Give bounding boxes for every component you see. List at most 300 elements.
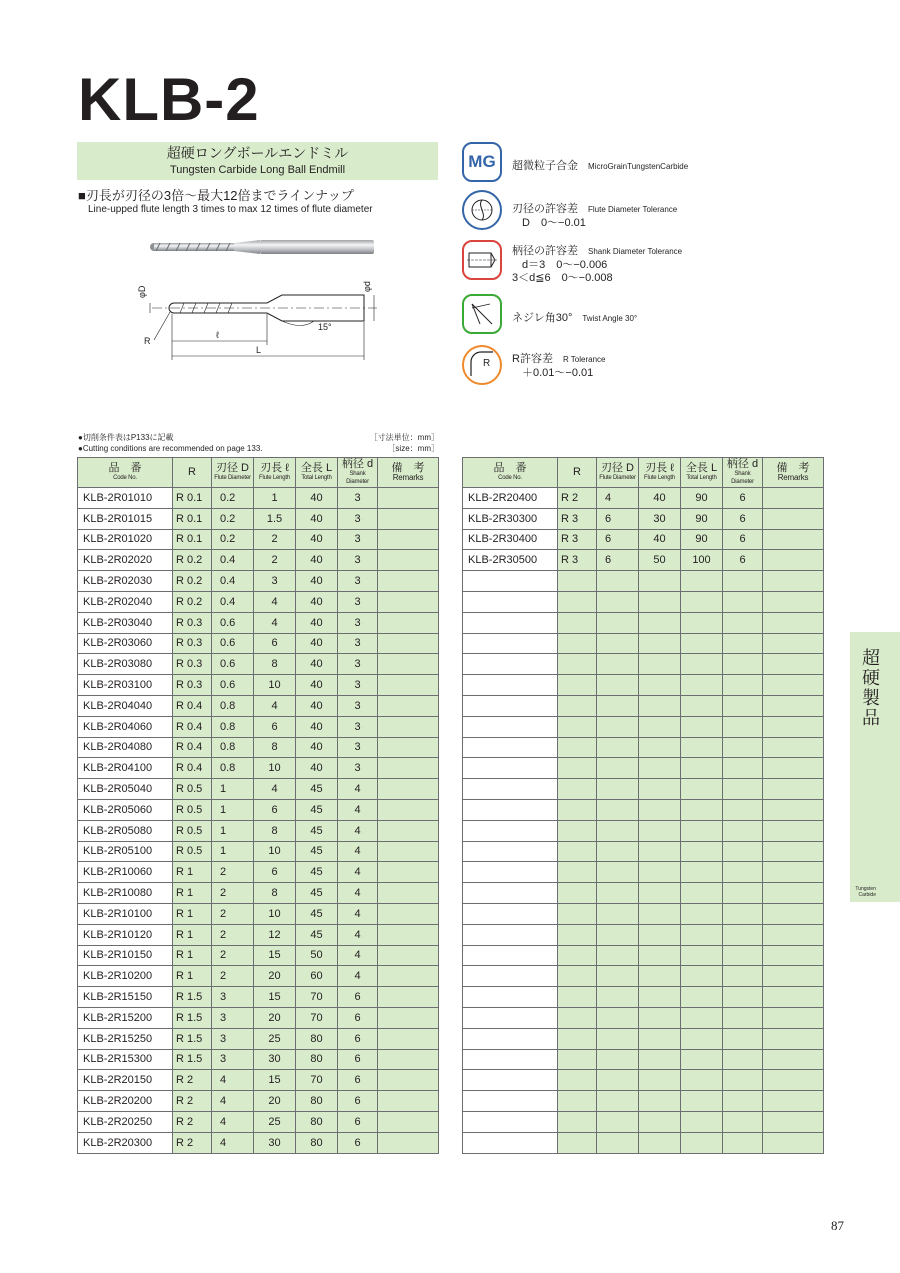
- cell-d: 1: [212, 820, 254, 841]
- table-notes: [78, 432, 439, 454]
- cell-tl: [681, 675, 723, 696]
- cell-rm: [763, 633, 824, 654]
- cell-tl: 40: [296, 591, 338, 612]
- cell-d: 0.8: [212, 737, 254, 758]
- cell-rm: [378, 695, 439, 716]
- cell-d: 0.2: [212, 488, 254, 509]
- cell-rm: [378, 862, 439, 883]
- endmill-drawing: [132, 268, 382, 368]
- col-flute-len-en: Flute Length: [259, 475, 290, 481]
- shank-diameter-icon: [462, 240, 502, 280]
- cell-l: 15: [254, 945, 296, 966]
- col-flute-dia-jp: 刃径 D: [601, 462, 634, 474]
- cell-rm: [378, 737, 439, 758]
- cell-sd: [723, 612, 763, 633]
- cell-d: [597, 1028, 639, 1049]
- cell-l: [639, 883, 681, 904]
- shank-tol-jp: 柄径の許容差: [512, 245, 578, 257]
- cell-r: [558, 883, 597, 904]
- cell-rm: [378, 1049, 439, 1070]
- cell-l: 30: [639, 508, 681, 529]
- cell-rm: [378, 571, 439, 592]
- table-row: [78, 758, 439, 779]
- cell-tl: 40: [296, 488, 338, 509]
- cell-l: [639, 779, 681, 800]
- cell-d: [597, 862, 639, 883]
- cell-d: 4: [212, 1132, 254, 1153]
- cell-tl: 45: [296, 883, 338, 904]
- cell-rm: [763, 924, 824, 945]
- cell-tl: 45: [296, 799, 338, 820]
- col-shank: [338, 458, 378, 488]
- cell-rm: [763, 966, 824, 987]
- cell-rm: [378, 779, 439, 800]
- cell-d: 3: [212, 987, 254, 1008]
- cell-l: 8: [254, 737, 296, 758]
- cell-d: [597, 716, 639, 737]
- cell-tl: [681, 1028, 723, 1049]
- table-row: [78, 1049, 439, 1070]
- table-row: [463, 654, 824, 675]
- col-total-len: [681, 458, 723, 488]
- col-code-jp: 品 番: [493, 462, 527, 474]
- cell-code: [463, 841, 558, 862]
- cell-sd: [723, 675, 763, 696]
- banner-jp: 超硬ロングボールエンドミル: [166, 145, 349, 161]
- col-shank-jp: 柄径 d: [726, 458, 759, 470]
- twist-angle-glyph: [468, 300, 496, 328]
- cell-code: [463, 654, 558, 675]
- cell-l: [639, 945, 681, 966]
- cell-l: 50: [639, 550, 681, 571]
- cell-l: [639, 675, 681, 696]
- cell-d: [597, 654, 639, 675]
- cell-code: [463, 591, 558, 612]
- cell-d: 6: [597, 508, 639, 529]
- cell-tl: 70: [296, 1070, 338, 1091]
- cell-rm: [763, 612, 824, 633]
- cell-l: [639, 820, 681, 841]
- cell-code: KLB-2R04100: [78, 758, 173, 779]
- cell-d: 4: [212, 1070, 254, 1091]
- cell-r: [558, 612, 597, 633]
- table-row: [463, 758, 824, 779]
- cell-code: [463, 737, 558, 758]
- cell-code: [463, 571, 558, 592]
- cell-code: KLB-2R15150: [78, 987, 173, 1008]
- table-row: [78, 716, 439, 737]
- cell-d: [597, 1091, 639, 1112]
- cell-d: 0.6: [212, 654, 254, 675]
- cell-code: KLB-2R10120: [78, 924, 173, 945]
- cell-d: 1: [212, 799, 254, 820]
- cell-code: [463, 883, 558, 904]
- cell-r: [558, 716, 597, 737]
- category-side-tab: [850, 632, 900, 902]
- cell-sd: 3: [338, 758, 378, 779]
- cell-rm: [763, 945, 824, 966]
- table-row: [463, 820, 824, 841]
- cell-l: 6: [254, 862, 296, 883]
- table-row: [78, 779, 439, 800]
- cell-code: [463, 924, 558, 945]
- table-row: [463, 1028, 824, 1049]
- page-number: 87: [831, 1218, 844, 1233]
- cell-d: 0.6: [212, 633, 254, 654]
- cell-tl: 90: [681, 488, 723, 509]
- table-row: [78, 591, 439, 612]
- cell-code: [463, 675, 558, 696]
- cell-code: [463, 903, 558, 924]
- cell-l: [639, 1132, 681, 1153]
- cell-code: [463, 1132, 558, 1153]
- cell-l: [639, 1007, 681, 1028]
- flute-diameter-glyph: [469, 197, 495, 223]
- cell-sd: [723, 654, 763, 675]
- cell-r: [558, 1091, 597, 1112]
- cell-rm: [763, 571, 824, 592]
- cell-r: R 0.5: [173, 799, 212, 820]
- cell-rm: [378, 529, 439, 550]
- r-tol-jp: R許容差: [512, 353, 553, 365]
- cell-tl: 45: [296, 841, 338, 862]
- cell-sd: 6: [338, 1049, 378, 1070]
- label-R: R: [144, 336, 151, 346]
- cell-r: R 1: [173, 903, 212, 924]
- cell-rm: [763, 654, 824, 675]
- photo-neck: [234, 240, 260, 254]
- cell-tl: 40: [296, 529, 338, 550]
- cell-r: [558, 903, 597, 924]
- r-tol-en: R Tolerance: [562, 355, 606, 364]
- cell-sd: 3: [338, 508, 378, 529]
- twist-en: Twist Angle 30°: [582, 314, 638, 323]
- table-row: [78, 1091, 439, 1112]
- table-header: [78, 458, 439, 488]
- cell-tl: 80: [296, 1091, 338, 1112]
- cell-code: KLB-2R01015: [78, 508, 173, 529]
- cell-d: [597, 820, 639, 841]
- cell-tl: [681, 633, 723, 654]
- cell-sd: 4: [338, 945, 378, 966]
- cell-tl: [681, 779, 723, 800]
- cell-l: [639, 862, 681, 883]
- cell-l: 20: [254, 966, 296, 987]
- cell-rm: [763, 779, 824, 800]
- cell-d: 1: [212, 841, 254, 862]
- cell-sd: 4: [338, 779, 378, 800]
- cell-code: KLB-2R01020: [78, 529, 173, 550]
- cell-sd: 4: [338, 820, 378, 841]
- table-row: [78, 633, 439, 654]
- table-row: [463, 716, 824, 737]
- cell-l: 25: [254, 1111, 296, 1132]
- cell-code: [463, 1049, 558, 1070]
- cell-r: [558, 841, 597, 862]
- cell-sd: [723, 695, 763, 716]
- shank-tol-value-2: 3＜d≦6 0〜−0.008: [512, 272, 613, 284]
- cell-l: 6: [254, 633, 296, 654]
- cell-rm: [763, 799, 824, 820]
- table-row: [78, 675, 439, 696]
- col-total-len-jp: 全長 L: [300, 462, 333, 474]
- cell-sd: [723, 820, 763, 841]
- cell-l: [639, 716, 681, 737]
- col-remarks-en: Remarks: [392, 473, 424, 482]
- cell-l: [639, 966, 681, 987]
- cell-d: 2: [212, 966, 254, 987]
- cell-rm: [763, 883, 824, 904]
- table-row: [78, 1132, 439, 1153]
- cell-r: R 1.5: [173, 987, 212, 1008]
- table-body-left: [78, 488, 439, 1154]
- cell-l: [639, 1070, 681, 1091]
- cell-tl: [681, 903, 723, 924]
- cell-sd: 6: [723, 529, 763, 550]
- table-row: [463, 966, 824, 987]
- cell-d: 0.4: [212, 591, 254, 612]
- cell-l: [639, 799, 681, 820]
- cell-code: [463, 799, 558, 820]
- table-row: [463, 571, 824, 592]
- cell-r: R 0.3: [173, 633, 212, 654]
- cell-d: 3: [212, 1028, 254, 1049]
- cell-tl: [681, 1091, 723, 1112]
- cell-r: [558, 1070, 597, 1091]
- cell-sd: 6: [723, 488, 763, 509]
- cell-r: R 0.2: [173, 550, 212, 571]
- cell-tl: [681, 945, 723, 966]
- cell-sd: [723, 1070, 763, 1091]
- table-row: [463, 1132, 824, 1153]
- cell-d: 0.6: [212, 675, 254, 696]
- label-L: L: [256, 345, 262, 355]
- cell-rm: [378, 716, 439, 737]
- cell-code: KLB-2R03040: [78, 612, 173, 633]
- cell-d: 0.2: [212, 529, 254, 550]
- table-row: [463, 633, 824, 654]
- cell-tl: 40: [296, 737, 338, 758]
- cell-tl: 40: [296, 633, 338, 654]
- cell-tl: 50: [296, 945, 338, 966]
- cell-d: 2: [212, 862, 254, 883]
- cell-l: [639, 987, 681, 1008]
- cell-d: [597, 841, 639, 862]
- cell-rm: [763, 529, 824, 550]
- photo-ball-tip: [150, 243, 154, 251]
- cell-tl: [681, 883, 723, 904]
- cell-l: 4: [254, 591, 296, 612]
- unit-note-jp: ［寸法単位：mm］: [369, 433, 439, 442]
- cell-l: [639, 1028, 681, 1049]
- cell-d: 1: [212, 779, 254, 800]
- table-row: [78, 695, 439, 716]
- cell-r: [558, 675, 597, 696]
- table-row: [463, 779, 824, 800]
- cell-d: [597, 571, 639, 592]
- cell-l: 20: [254, 1091, 296, 1112]
- cell-tl: [681, 987, 723, 1008]
- col-code: [463, 458, 558, 488]
- cell-sd: [723, 1007, 763, 1028]
- cell-rm: [763, 508, 824, 529]
- cell-d: 2: [212, 903, 254, 924]
- cell-r: R 0.4: [173, 695, 212, 716]
- cell-r: [558, 779, 597, 800]
- cell-rm: [378, 675, 439, 696]
- cell-tl: [681, 612, 723, 633]
- table-row: [78, 903, 439, 924]
- cell-code: KLB-2R15250: [78, 1028, 173, 1049]
- cell-r: R 0.4: [173, 758, 212, 779]
- table-row: [463, 591, 824, 612]
- table-row: [78, 488, 439, 509]
- cell-d: 0.6: [212, 612, 254, 633]
- mg-badge-text: MG: [468, 152, 496, 171]
- cell-d: [597, 612, 639, 633]
- cell-sd: [723, 862, 763, 883]
- cell-rm: [763, 1132, 824, 1153]
- col-remarks: [763, 458, 824, 488]
- cell-tl: 40: [296, 758, 338, 779]
- cell-rm: [763, 716, 824, 737]
- cell-code: KLB-2R30400: [463, 529, 558, 550]
- cell-code: KLB-2R20300: [78, 1132, 173, 1153]
- cell-sd: [723, 779, 763, 800]
- cell-tl: [681, 1007, 723, 1028]
- cell-tl: 90: [681, 508, 723, 529]
- cell-sd: [723, 841, 763, 862]
- cell-rm: [763, 591, 824, 612]
- table-row: [78, 550, 439, 571]
- cell-sd: 3: [338, 571, 378, 592]
- cell-rm: [763, 675, 824, 696]
- page-title: KLB-2: [78, 66, 260, 133]
- cell-code: KLB-2R15200: [78, 1007, 173, 1028]
- cell-code: [463, 1028, 558, 1049]
- cell-tl: 40: [296, 508, 338, 529]
- cell-r: R 3: [558, 550, 597, 571]
- cell-l: 8: [254, 654, 296, 675]
- cell-sd: [723, 633, 763, 654]
- cell-code: [463, 716, 558, 737]
- cell-sd: [723, 987, 763, 1008]
- side-tab-en-1: Tungsten: [855, 886, 876, 892]
- table-row: [463, 903, 824, 924]
- table-row: [463, 799, 824, 820]
- cell-l: [639, 1049, 681, 1070]
- cell-tl: 40: [296, 695, 338, 716]
- cell-r: R 0.4: [173, 737, 212, 758]
- cell-l: 12: [254, 924, 296, 945]
- cell-sd: 6: [338, 987, 378, 1008]
- label-angle: 15°: [318, 322, 332, 332]
- cell-l: 20: [254, 1007, 296, 1028]
- cell-sd: 6: [723, 508, 763, 529]
- cell-d: [597, 1049, 639, 1070]
- cell-r: R 0.2: [173, 591, 212, 612]
- cell-code: KLB-2R10100: [78, 903, 173, 924]
- cell-sd: 4: [338, 862, 378, 883]
- cell-rm: [378, 654, 439, 675]
- cell-r: R 0.1: [173, 529, 212, 550]
- cell-tl: [681, 862, 723, 883]
- drawing-angle-arc: [282, 321, 314, 326]
- cell-r: R 0.2: [173, 571, 212, 592]
- cell-rm: [378, 945, 439, 966]
- cell-d: 0.2: [212, 508, 254, 529]
- cell-d: [597, 675, 639, 696]
- cell-tl: [681, 820, 723, 841]
- cell-tl: 80: [296, 1049, 338, 1070]
- mg-badge-icon: [462, 142, 502, 182]
- col-total-len-en: Total Length: [686, 475, 717, 481]
- cell-r: R 3: [558, 529, 597, 550]
- twist-angle-icon: [462, 294, 502, 334]
- cell-rm: [763, 1049, 824, 1070]
- cell-tl: 90: [681, 529, 723, 550]
- cell-code: KLB-2R30300: [463, 508, 558, 529]
- cell-d: [597, 591, 639, 612]
- cell-code: KLB-2R10060: [78, 862, 173, 883]
- cell-l: 40: [639, 529, 681, 550]
- cell-l: 2: [254, 550, 296, 571]
- cell-sd: 3: [338, 612, 378, 633]
- cell-rm: [378, 924, 439, 945]
- col-code-en: Code No.: [113, 475, 137, 481]
- table-header: [463, 458, 824, 488]
- lineup-note: [78, 188, 373, 216]
- cell-d: [597, 945, 639, 966]
- cell-sd: 4: [338, 903, 378, 924]
- cell-sd: [723, 737, 763, 758]
- cell-d: [597, 633, 639, 654]
- cell-code: KLB-2R02030: [78, 571, 173, 592]
- cell-l: 8: [254, 883, 296, 904]
- cell-d: [597, 1111, 639, 1132]
- cell-sd: 3: [338, 591, 378, 612]
- cell-tl: 45: [296, 903, 338, 924]
- cell-d: [597, 1132, 639, 1153]
- cell-tl: [681, 799, 723, 820]
- cell-code: [463, 758, 558, 779]
- cell-r: R 2: [558, 488, 597, 509]
- cell-l: 4: [254, 695, 296, 716]
- table-row: [78, 1028, 439, 1049]
- cell-rm: [763, 1070, 824, 1091]
- cell-rm: [763, 862, 824, 883]
- table-row: [78, 966, 439, 987]
- cell-rm: [763, 695, 824, 716]
- cell-l: 10: [254, 903, 296, 924]
- twist-jp: ネジレ角30°: [512, 312, 573, 324]
- cell-code: [463, 862, 558, 883]
- cell-r: R 2: [173, 1091, 212, 1112]
- table-row: [463, 612, 824, 633]
- cell-d: [597, 1007, 639, 1028]
- cell-code: KLB-2R04080: [78, 737, 173, 758]
- table-row: [78, 862, 439, 883]
- cell-d: 3: [212, 1049, 254, 1070]
- cell-rm: [378, 883, 439, 904]
- cell-rm: [378, 508, 439, 529]
- cell-r: R 0.3: [173, 654, 212, 675]
- lineup-en: Line-upped flute length 3 times to max 12 times of flute diameter: [88, 204, 373, 215]
- cell-r: R 1: [173, 945, 212, 966]
- cell-d: [597, 779, 639, 800]
- cell-rm: [763, 820, 824, 841]
- cell-l: 10: [254, 758, 296, 779]
